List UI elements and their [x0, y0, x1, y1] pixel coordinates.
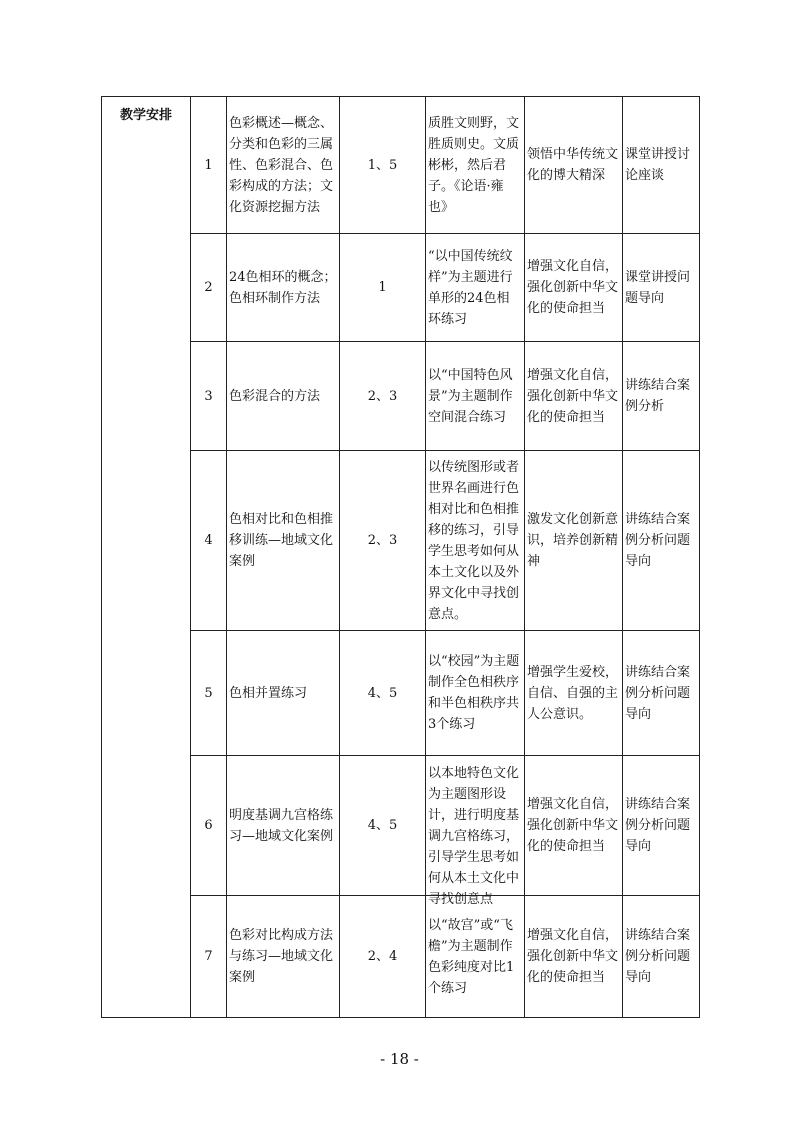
table-row	[102, 756, 700, 896]
section-label: 教学安排	[102, 97, 191, 1018]
content-cell: 色相并置练习	[227, 631, 340, 756]
table-row	[102, 342, 700, 451]
table-row	[102, 896, 700, 1018]
content-cell: 色相对比和色相推移训练—地域文化案例	[227, 451, 340, 631]
row-number: 7	[191, 896, 227, 1018]
method-cell: 课堂讲授问题导向	[623, 234, 700, 342]
method-cell: 讲练结合案例分析	[623, 342, 700, 451]
table-row	[102, 234, 700, 342]
ideology-cell: “以中国传统纹样”为主题进行单形的24色相环练习	[426, 234, 525, 342]
row-number: 2	[191, 234, 227, 342]
row-number: 4	[191, 451, 227, 631]
row-number: 6	[191, 756, 227, 896]
goal-cell: 增强文化自信，强化创新中华文化的使命担当	[525, 896, 623, 1018]
ideology-text: 以本地特色文化为主题图形设计，进行明度基调九宫格练习，引导学生思考如何从本土文化中寻找创意点	[428, 765, 520, 907]
content-cell: 色彩对比构成方法与练习—地域文化案例	[227, 896, 340, 1018]
table-row	[102, 451, 700, 631]
row-number: 5	[191, 631, 227, 756]
chapter-cell: 4、5	[340, 756, 426, 896]
ideology-cell	[426, 756, 525, 907]
goal-cell: 增强文化自信，强化创新中华文化的使命担当	[525, 756, 623, 896]
goal-cell: 增强文化自信，强化创新中华文化的使命担当	[525, 234, 623, 342]
method-cell: 讲练结合案例分析问题导向	[623, 756, 700, 896]
teaching-schedule-table	[101, 96, 700, 1018]
content-cell: 色彩概述—概念、分类和色彩的三属性、色彩混合、色彩构成的方法；文化资源挖掘方法	[227, 97, 340, 234]
ideology-cell: 以传统图形或者世界名画进行色相对比和色相推移的练习，引导学生思考如何从本土文化以及外界文化中寻找创意点。	[426, 451, 525, 631]
table-row	[102, 97, 700, 234]
goal-cell: 激发文化创新意识，培养创新精神	[525, 451, 623, 631]
method-cell: 讲练结合案例分析问题导向	[623, 631, 700, 756]
ideology-cell: 以“校园”为主题制作全色相秩序和半色相秩序共3个练习	[426, 631, 525, 756]
content-cell: 明度基调九宫格练习—地域文化案例	[227, 756, 340, 896]
content-cell: 24色相环的概念；色相环制作方法	[227, 234, 340, 342]
ideology-cell: 质胜文则野，文胜质则史。文质彬彬，然后君子。《论语·雍也》	[426, 97, 525, 234]
chapter-cell: 2、4	[340, 896, 426, 1018]
ideology-cell: 以“中国特色风景”为主题制作空间混合练习	[426, 342, 525, 451]
ideology-cell: 以“故宫”或“飞檐”为主题制作色彩纯度对比1个练习	[426, 896, 525, 1018]
row-number: 3	[191, 342, 227, 451]
chapter-cell: 1、5	[340, 97, 426, 234]
chapter-cell: 2、3	[340, 342, 426, 451]
method-cell: 课堂讲授讨论座谈	[623, 97, 700, 234]
method-cell: 讲练结合案例分析问题导向	[623, 896, 700, 1018]
chapter-cell: 1	[340, 234, 426, 342]
page-number: - 18 -	[380, 1050, 419, 1068]
goal-cell: 领悟中华传统文化的博大精深	[525, 97, 623, 234]
goal-cell: 增强文化自信，强化创新中华文化的使命担当	[525, 342, 623, 451]
content-cell: 色彩混合的方法	[227, 342, 340, 451]
method-cell: 讲练结合案例分析问题导向	[623, 451, 700, 631]
row-number: 1	[191, 97, 227, 234]
chapter-cell: 2、3	[340, 451, 426, 631]
table-row	[102, 631, 700, 756]
goal-cell: 增强学生爱校，自信、自强的主人公意识。	[525, 631, 623, 756]
chapter-cell: 4、5	[340, 631, 426, 756]
